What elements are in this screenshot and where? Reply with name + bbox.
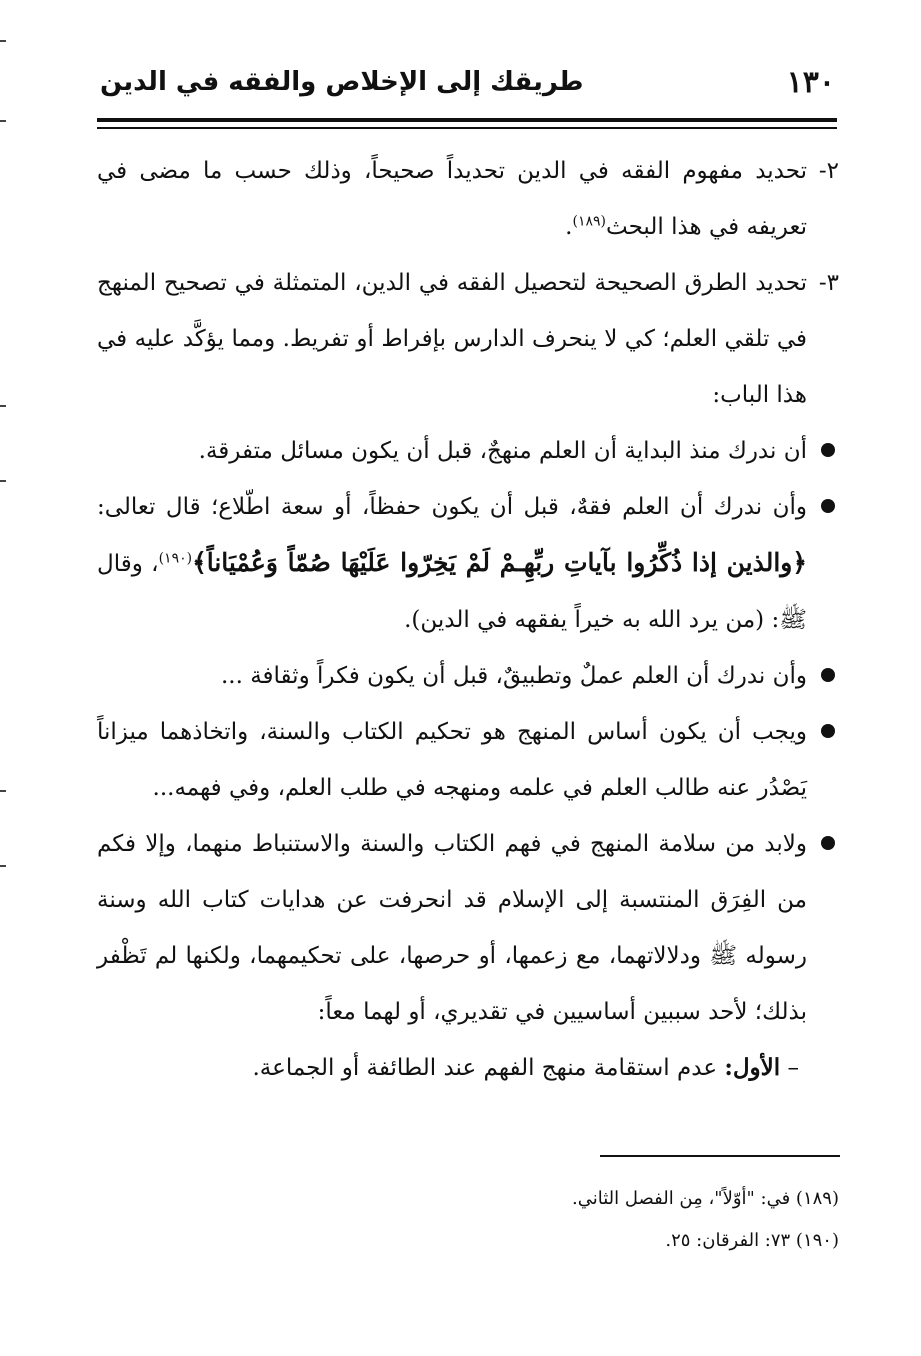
- footnote-ref-190[interactable]: (١٩٠): [158, 550, 193, 567]
- page-header: [100, 62, 835, 102]
- bullet-item-2: [97, 479, 839, 648]
- bullet-text: وأن ندرك أن العلم فقهٌ، قبل أن يكون حفظاً، أو سعة اطّلاع؛ قال تعالى:: [97, 494, 807, 520]
- item-number: ٢-: [818, 158, 839, 184]
- numbered-item-2: [97, 143, 839, 255]
- item-number: ٣-: [818, 270, 839, 296]
- footnotes: [97, 1178, 839, 1262]
- bullet-icon: [821, 668, 835, 682]
- hadith-quote: وقال ﷺ: (من يرد الله به خيراً يفقهه في الدين).: [97, 551, 807, 633]
- bullet-icon: [821, 836, 835, 850]
- bullet-text: ولابد من سلامة المنهج في فهم الكتاب والسنة والاستنباط منهما، وإلا فكم من الفِرَق المنتسبة إلى الإسلام قد انحرفت عن هدايات كتاب الله وسنة رسوله ﷺ ودلالاتهما، مع زعمها، أو حرصها، على تحكيمهما، ولكنها لم تَظْفر بذلك؛ لأحد سببين أساسيين في تقديري، أو لهما معاً:: [97, 831, 807, 1025]
- bullet-icon: [821, 724, 835, 738]
- bullet-item-5: [97, 816, 839, 1040]
- bullet-item-3: [97, 648, 839, 704]
- page-number: ١٣٠: [786, 64, 835, 100]
- bullet-text: ويجب أن يكون أساس المنهج هو تحكيم الكتاب والسنة، واتخاذهما ميزاناً يَصْدُر عنه طالب العلم في علمه ومنهجه في طلب العلم، وفي فهمه...: [97, 719, 807, 801]
- footnote-190: (١٩٠) ٧٣: الفرقان: ٢٥.: [665, 1230, 839, 1251]
- bullet-item-1: [97, 423, 839, 479]
- footnote-189: (١٨٩) في: "أوّلاً"، مِن الفصل الثاني.: [572, 1188, 839, 1209]
- header-rule-thin: [97, 127, 837, 129]
- item-text: تحديد مفهوم الفقه في الدين تحديداً صحيحاً، وذلك حسب ما مضى في تعريفه في هذا البحث: [97, 158, 807, 240]
- scan-edge-mark: [0, 480, 6, 482]
- scan-edge-mark: [0, 120, 6, 122]
- separator: ،: [151, 551, 159, 577]
- scan-edge-mark: [0, 405, 6, 407]
- sub-item-first-reason: [97, 1040, 839, 1096]
- running-title: طريقك إلى الإخلاص والفقه في الدين: [100, 67, 584, 97]
- sub-item-label: الأول:: [724, 1054, 781, 1081]
- numbered-item-3: [97, 255, 839, 423]
- footnote-separator: [600, 1155, 840, 1157]
- sub-item-text: عدم استقامة منهج الفهم عند الطائفة أو الجماعة.: [252, 1055, 725, 1081]
- bullet-icon: [821, 499, 835, 513]
- quran-verse: ﴿والذين إذا ذُكِّرُوا بآياتِ ربِّهِـمْ لَمْ يَخِرّوا عَلَيْهَا صُمّاً وَعُمْيَاناً﴾: [192, 548, 807, 577]
- scan-edge-mark: [0, 40, 6, 42]
- main-text: [97, 143, 839, 1096]
- bullet-icon: [821, 443, 835, 457]
- scan-edge-mark: [0, 790, 6, 792]
- bullet-text: وأن ندرك أن العلم عملٌ وتطبيقٌ، قبل أن يكون فكراً وثقافة ...: [220, 663, 807, 689]
- bullet-text: أن ندرك منذ البداية أن العلم منهجٌ، قبل أن يكون مسائل متفرقة.: [198, 438, 807, 464]
- item-text: تحديد الطرق الصحيحة لتحصيل الفقه في الدين، المتمثلة في تصحيح المنهج في تلقي العلم؛ كي لا ينحرف الدارس بإفراط أو تفريط. ومما يؤكَّد عليه في هذا الباب:: [97, 270, 807, 408]
- header-rule-thick: [97, 118, 837, 122]
- footnote-ref-189[interactable]: (١٨٩): [572, 213, 606, 230]
- dash: –: [787, 1055, 799, 1081]
- bullet-item-4: [97, 704, 839, 816]
- scan-edge-mark: [0, 865, 6, 867]
- item-end: .: [565, 214, 573, 240]
